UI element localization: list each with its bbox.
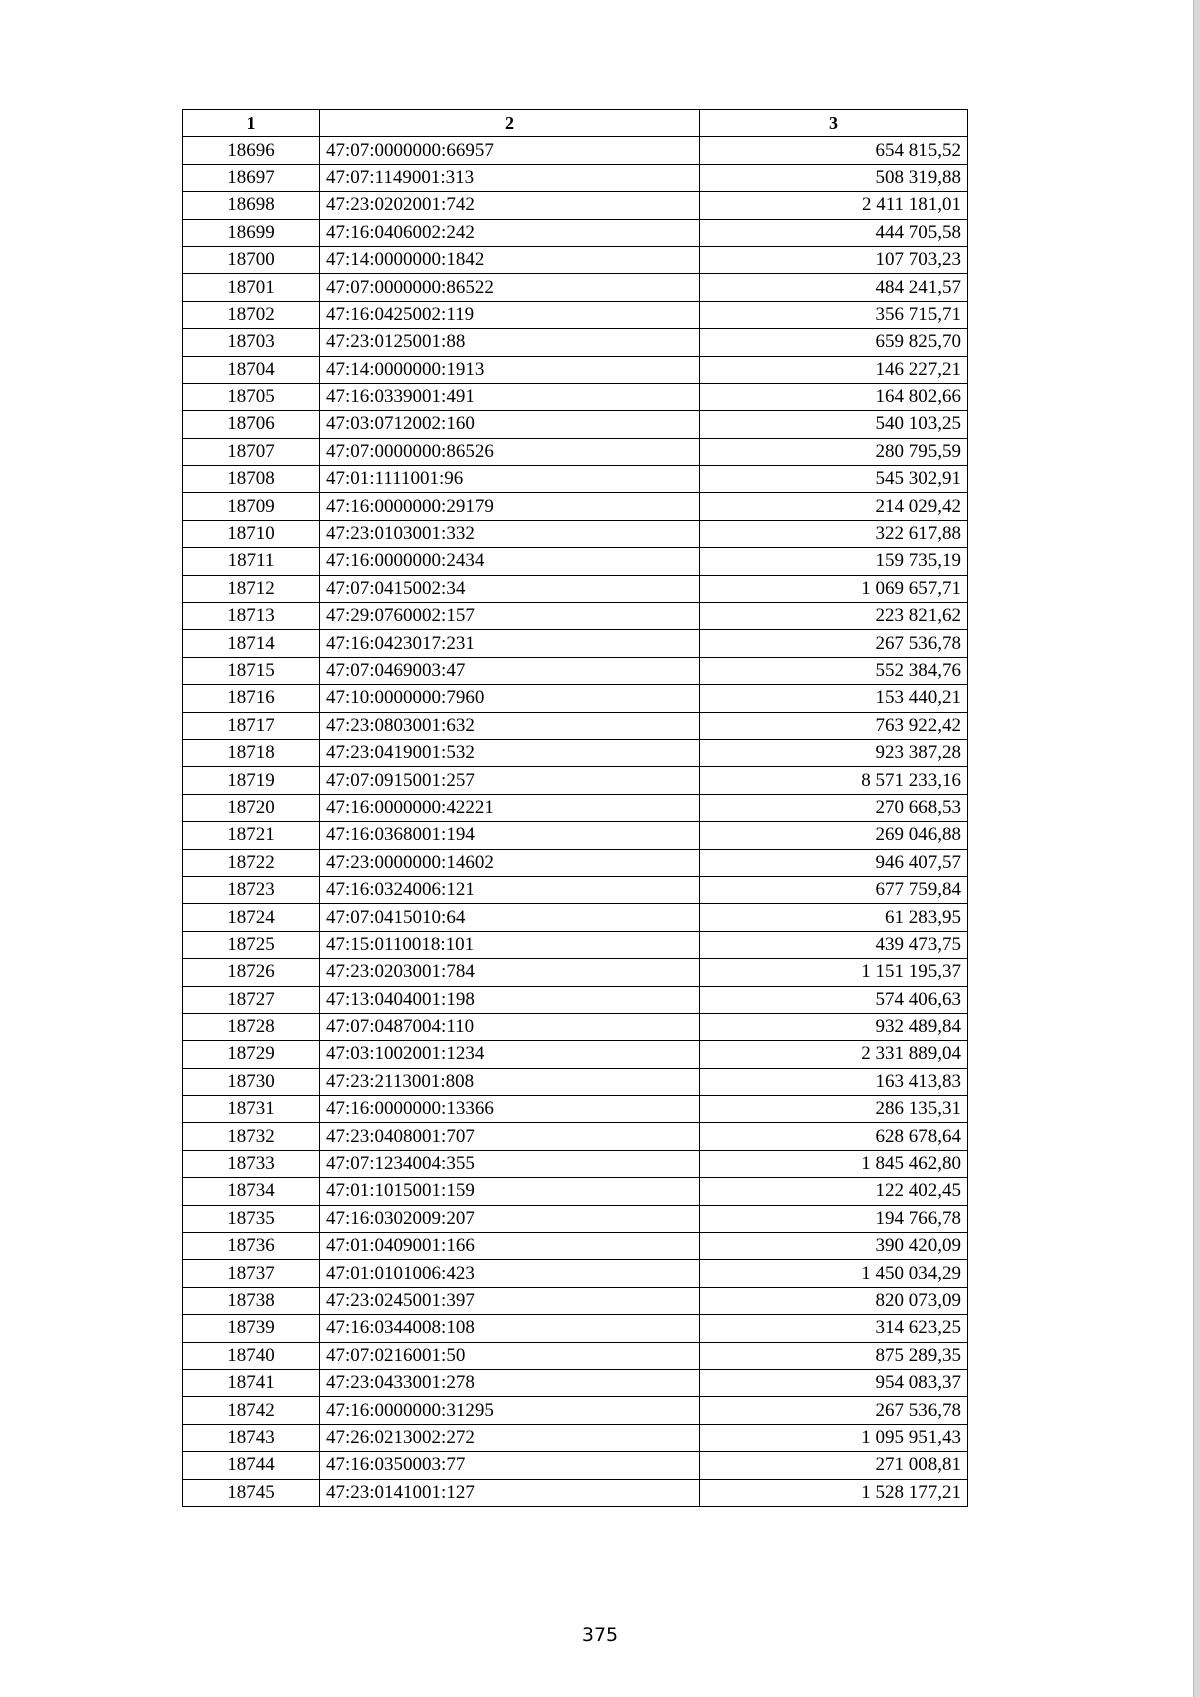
row-number-cell: 18734 bbox=[183, 1178, 320, 1205]
column-header-1: 1 bbox=[183, 110, 320, 137]
cadastral-value-cell: 107 703,23 bbox=[700, 246, 968, 273]
cadastral-number-cell: 47:23:2113001:808 bbox=[320, 1068, 700, 1095]
row-number-cell: 18717 bbox=[183, 712, 320, 739]
table-row bbox=[183, 1150, 968, 1177]
row-number-cell: 18723 bbox=[183, 876, 320, 903]
table-row bbox=[183, 1041, 968, 1068]
table-row bbox=[183, 164, 968, 191]
cadastral-value-cell: 654 815,52 bbox=[700, 137, 968, 164]
row-number-cell: 18727 bbox=[183, 986, 320, 1013]
row-number-cell: 18724 bbox=[183, 904, 320, 931]
row-number-cell: 18711 bbox=[183, 548, 320, 575]
row-number-cell: 18708 bbox=[183, 466, 320, 493]
cadastral-number-cell: 47:23:0125001:88 bbox=[320, 329, 700, 356]
cadastral-number-cell: 47:10:0000000:7960 bbox=[320, 685, 700, 712]
cadastral-value-cell: 194 766,78 bbox=[700, 1205, 968, 1232]
row-number-cell: 18729 bbox=[183, 1041, 320, 1068]
row-number-cell: 18736 bbox=[183, 1233, 320, 1260]
table-row bbox=[183, 1369, 968, 1396]
row-number-cell: 18712 bbox=[183, 575, 320, 602]
row-number-cell: 18701 bbox=[183, 274, 320, 301]
table-row bbox=[183, 356, 968, 383]
table-row bbox=[183, 1287, 968, 1314]
cadastral-value-cell: 153 440,21 bbox=[700, 685, 968, 712]
table-row bbox=[183, 329, 968, 356]
cadastral-number-cell: 47:16:0344008:108 bbox=[320, 1315, 700, 1342]
row-number-cell: 18705 bbox=[183, 383, 320, 410]
cadastral-number-cell: 47:14:0000000:1913 bbox=[320, 356, 700, 383]
cadastral-number-cell: 47:16:0000000:13366 bbox=[320, 1096, 700, 1123]
table-row bbox=[183, 739, 968, 766]
cadastral-number-cell: 47:23:0419001:532 bbox=[320, 739, 700, 766]
cadastral-value-cell: 8 571 233,16 bbox=[700, 767, 968, 794]
row-number-cell: 18698 bbox=[183, 192, 320, 219]
row-number-cell: 18709 bbox=[183, 493, 320, 520]
table-row bbox=[183, 548, 968, 575]
cadastral-number-cell: 47:07:0415010:64 bbox=[320, 904, 700, 931]
row-number-cell: 18704 bbox=[183, 356, 320, 383]
cadastral-value-cell: 356 715,71 bbox=[700, 301, 968, 328]
cadastral-value-cell: 214 029,42 bbox=[700, 493, 968, 520]
table-row bbox=[183, 1452, 968, 1479]
header-row bbox=[183, 110, 968, 137]
table-row bbox=[183, 685, 968, 712]
row-number-cell: 18720 bbox=[183, 794, 320, 821]
table-row bbox=[183, 712, 968, 739]
table-row bbox=[183, 575, 968, 602]
table-row bbox=[183, 1096, 968, 1123]
cadastral-number-cell: 47:16:0425002:119 bbox=[320, 301, 700, 328]
table-body bbox=[183, 137, 968, 1507]
cadastral-number-cell: 47:07:0216001:50 bbox=[320, 1342, 700, 1369]
table-row bbox=[183, 137, 968, 164]
cadastral-number-cell: 47:15:0110018:101 bbox=[320, 931, 700, 958]
row-number-cell: 18730 bbox=[183, 1068, 320, 1095]
table-row bbox=[183, 1315, 968, 1342]
row-number-cell: 18735 bbox=[183, 1205, 320, 1232]
column-header-3: 3 bbox=[700, 110, 968, 137]
cadastral-value-cell: 439 473,75 bbox=[700, 931, 968, 958]
cadastral-number-cell: 47:23:0433001:278 bbox=[320, 1369, 700, 1396]
row-number-cell: 18743 bbox=[183, 1424, 320, 1451]
row-number-cell: 18696 bbox=[183, 137, 320, 164]
cadastral-number-cell: 47:01:0101006:423 bbox=[320, 1260, 700, 1287]
row-number-cell: 18733 bbox=[183, 1150, 320, 1177]
table-row bbox=[183, 1342, 968, 1369]
cadastral-number-cell: 47:07:0415002:34 bbox=[320, 575, 700, 602]
row-number-cell: 18731 bbox=[183, 1096, 320, 1123]
cadastral-number-cell: 47:01:1015001:159 bbox=[320, 1178, 700, 1205]
cadastral-value-cell: 2 411 181,01 bbox=[700, 192, 968, 219]
cadastral-value-cell: 946 407,57 bbox=[700, 849, 968, 876]
table-row bbox=[183, 466, 968, 493]
cadastral-value-cell: 314 623,25 bbox=[700, 1315, 968, 1342]
cadastral-number-cell: 47:16:0406002:242 bbox=[320, 219, 700, 246]
cadastral-value-cell: 122 402,45 bbox=[700, 1178, 968, 1205]
table-row bbox=[183, 904, 968, 931]
cadastral-number-cell: 47:07:0915001:257 bbox=[320, 767, 700, 794]
cadastral-number-cell: 47:13:0404001:198 bbox=[320, 986, 700, 1013]
row-number-cell: 18725 bbox=[183, 931, 320, 958]
cadastral-number-cell: 47:07:1234004:355 bbox=[320, 1150, 700, 1177]
cadastral-number-cell: 47:07:0000000:66957 bbox=[320, 137, 700, 164]
row-number-cell: 18697 bbox=[183, 164, 320, 191]
table-row bbox=[183, 438, 968, 465]
cadastral-value-cell: 574 406,63 bbox=[700, 986, 968, 1013]
cadastral-value-cell: 163 413,83 bbox=[700, 1068, 968, 1095]
table-row bbox=[183, 1205, 968, 1232]
cadastral-value-cell: 159 735,19 bbox=[700, 548, 968, 575]
cadastral-value-cell: 484 241,57 bbox=[700, 274, 968, 301]
cadastral-number-cell: 47:07:1149001:313 bbox=[320, 164, 700, 191]
cadastral-number-cell: 47:29:0760002:157 bbox=[320, 603, 700, 630]
table-row bbox=[183, 931, 968, 958]
cadastral-value-cell: 954 083,37 bbox=[700, 1369, 968, 1396]
table-row bbox=[183, 822, 968, 849]
table-row bbox=[183, 1233, 968, 1260]
cadastral-number-cell: 47:07:0000000:86522 bbox=[320, 274, 700, 301]
cadastral-value-cell: 1 528 177,21 bbox=[700, 1479, 968, 1506]
cadastral-value-cell: 628 678,64 bbox=[700, 1123, 968, 1150]
data-table bbox=[182, 109, 968, 1507]
row-number-cell: 18710 bbox=[183, 520, 320, 547]
cadastral-number-cell: 47:23:0803001:632 bbox=[320, 712, 700, 739]
table-row bbox=[183, 630, 968, 657]
cadastral-number-cell: 47:23:0202001:742 bbox=[320, 192, 700, 219]
row-number-cell: 18699 bbox=[183, 219, 320, 246]
table-row bbox=[183, 1068, 968, 1095]
cadastral-value-cell: 267 536,78 bbox=[700, 630, 968, 657]
row-number-cell: 18726 bbox=[183, 959, 320, 986]
cadastral-number-cell: 47:16:0368001:194 bbox=[320, 822, 700, 849]
cadastral-number-cell: 47:03:0712002:160 bbox=[320, 411, 700, 438]
row-number-cell: 18742 bbox=[183, 1397, 320, 1424]
table-row bbox=[183, 959, 968, 986]
table-row bbox=[183, 383, 968, 410]
cadastral-value-cell: 1 845 462,80 bbox=[700, 1150, 968, 1177]
table-row bbox=[183, 301, 968, 328]
row-number-cell: 18707 bbox=[183, 438, 320, 465]
table-row bbox=[183, 1397, 968, 1424]
row-number-cell: 18745 bbox=[183, 1479, 320, 1506]
cadastral-number-cell: 47:16:0000000:31295 bbox=[320, 1397, 700, 1424]
row-number-cell: 18714 bbox=[183, 630, 320, 657]
row-number-cell: 18739 bbox=[183, 1315, 320, 1342]
row-number-cell: 18744 bbox=[183, 1452, 320, 1479]
cadastral-value-cell: 61 283,95 bbox=[700, 904, 968, 931]
table-row bbox=[183, 876, 968, 903]
cadastral-value-cell: 659 825,70 bbox=[700, 329, 968, 356]
cadastral-number-cell: 47:01:0409001:166 bbox=[320, 1233, 700, 1260]
table-row bbox=[183, 192, 968, 219]
cadastral-number-cell: 47:16:0350003:77 bbox=[320, 1452, 700, 1479]
cadastral-number-cell: 47:16:0324006:121 bbox=[320, 876, 700, 903]
row-number-cell: 18706 bbox=[183, 411, 320, 438]
cadastral-value-cell: 269 046,88 bbox=[700, 822, 968, 849]
cadastral-number-cell: 47:23:0103001:332 bbox=[320, 520, 700, 547]
cadastral-number-cell: 47:07:0000000:86526 bbox=[320, 438, 700, 465]
table-row bbox=[183, 767, 968, 794]
cadastral-number-cell: 47:16:0339001:491 bbox=[320, 383, 700, 410]
row-number-cell: 18737 bbox=[183, 1260, 320, 1287]
page-edge bbox=[1193, 0, 1200, 1697]
cadastral-value-cell: 1 450 034,29 bbox=[700, 1260, 968, 1287]
cadastral-value-cell: 932 489,84 bbox=[700, 1013, 968, 1040]
cadastral-number-cell: 47:23:0000000:14602 bbox=[320, 849, 700, 876]
table-row bbox=[183, 274, 968, 301]
row-number-cell: 18715 bbox=[183, 657, 320, 684]
row-number-cell: 18713 bbox=[183, 603, 320, 630]
cadastral-value-cell: 923 387,28 bbox=[700, 739, 968, 766]
cadastral-value-cell: 763 922,42 bbox=[700, 712, 968, 739]
cadastral-value-cell: 1 069 657,71 bbox=[700, 575, 968, 602]
table-row bbox=[183, 1178, 968, 1205]
cadastral-number-cell: 47:23:0245001:397 bbox=[320, 1287, 700, 1314]
row-number-cell: 18728 bbox=[183, 1013, 320, 1040]
cadastral-value-cell: 2 331 889,04 bbox=[700, 1041, 968, 1068]
row-number-cell: 18738 bbox=[183, 1287, 320, 1314]
row-number-cell: 18716 bbox=[183, 685, 320, 712]
row-number-cell: 18719 bbox=[183, 767, 320, 794]
cadastral-value-cell: 286 135,31 bbox=[700, 1096, 968, 1123]
row-number-cell: 18721 bbox=[183, 822, 320, 849]
cadastral-number-cell: 47:01:1111001:96 bbox=[320, 466, 700, 493]
cadastral-number-cell: 47:14:0000000:1842 bbox=[320, 246, 700, 273]
cadastral-value-cell: 875 289,35 bbox=[700, 1342, 968, 1369]
cadastral-number-cell: 47:23:0203001:784 bbox=[320, 959, 700, 986]
cadastral-value-cell: 1 095 951,43 bbox=[700, 1424, 968, 1451]
cadastral-number-cell: 47:26:0213002:272 bbox=[320, 1424, 700, 1451]
column-header-2: 2 bbox=[320, 110, 700, 137]
row-number-cell: 18702 bbox=[183, 301, 320, 328]
table-row bbox=[183, 493, 968, 520]
cadastral-value-cell: 322 617,88 bbox=[700, 520, 968, 547]
cadastral-number-cell: 47:16:0302009:207 bbox=[320, 1205, 700, 1232]
cadastral-value-cell: 552 384,76 bbox=[700, 657, 968, 684]
cadastral-value-cell: 267 536,78 bbox=[700, 1397, 968, 1424]
cadastral-value-cell: 223 821,62 bbox=[700, 603, 968, 630]
row-number-cell: 18732 bbox=[183, 1123, 320, 1150]
row-number-cell: 18700 bbox=[183, 246, 320, 273]
cadastral-value-cell: 545 302,91 bbox=[700, 466, 968, 493]
cadastral-value-cell: 390 420,09 bbox=[700, 1233, 968, 1260]
row-number-cell: 18718 bbox=[183, 739, 320, 766]
cadastral-value-cell: 1 151 195,37 bbox=[700, 959, 968, 986]
cadastral-number-cell: 47:16:0423017:231 bbox=[320, 630, 700, 657]
table-row bbox=[183, 1479, 968, 1506]
row-number-cell: 18722 bbox=[183, 849, 320, 876]
row-number-cell: 18703 bbox=[183, 329, 320, 356]
table-row bbox=[183, 1013, 968, 1040]
row-number-cell: 18740 bbox=[183, 1342, 320, 1369]
cadastral-value-cell: 508 319,88 bbox=[700, 164, 968, 191]
cadastral-number-cell: 47:03:1002001:1234 bbox=[320, 1041, 700, 1068]
table-row bbox=[183, 411, 968, 438]
table-row bbox=[183, 520, 968, 547]
cadastral-number-cell: 47:23:0141001:127 bbox=[320, 1479, 700, 1506]
cadastral-number-cell: 47:16:0000000:2434 bbox=[320, 548, 700, 575]
table-row bbox=[183, 849, 968, 876]
table-row bbox=[183, 219, 968, 246]
table-row bbox=[183, 603, 968, 630]
cadastral-value-cell: 677 759,84 bbox=[700, 876, 968, 903]
table-row bbox=[183, 794, 968, 821]
table-row bbox=[183, 986, 968, 1013]
cadastral-value-cell: 444 705,58 bbox=[700, 219, 968, 246]
cadastral-value-cell: 146 227,21 bbox=[700, 356, 968, 383]
cadastral-value-cell: 820 073,09 bbox=[700, 1287, 968, 1314]
cadastral-value-cell: 271 008,81 bbox=[700, 1452, 968, 1479]
table-row bbox=[183, 1123, 968, 1150]
cadastral-value-cell: 164 802,66 bbox=[700, 383, 968, 410]
cadastral-value-cell: 270 668,53 bbox=[700, 794, 968, 821]
cadastral-number-cell: 47:23:0408001:707 bbox=[320, 1123, 700, 1150]
cadastral-value-cell: 540 103,25 bbox=[700, 411, 968, 438]
page-number: 375 bbox=[581, 1624, 619, 1646]
cadastral-value-cell: 280 795,59 bbox=[700, 438, 968, 465]
cadastral-number-cell: 47:07:0487004:110 bbox=[320, 1013, 700, 1040]
table-row bbox=[183, 1424, 968, 1451]
cadastral-number-cell: 47:16:0000000:42221 bbox=[320, 794, 700, 821]
table-row bbox=[183, 1260, 968, 1287]
cadastral-number-cell: 47:07:0469003:47 bbox=[320, 657, 700, 684]
row-number-cell: 18741 bbox=[183, 1369, 320, 1396]
cadastral-number-cell: 47:16:0000000:29179 bbox=[320, 493, 700, 520]
table-row bbox=[183, 246, 968, 273]
table-row bbox=[183, 657, 968, 684]
